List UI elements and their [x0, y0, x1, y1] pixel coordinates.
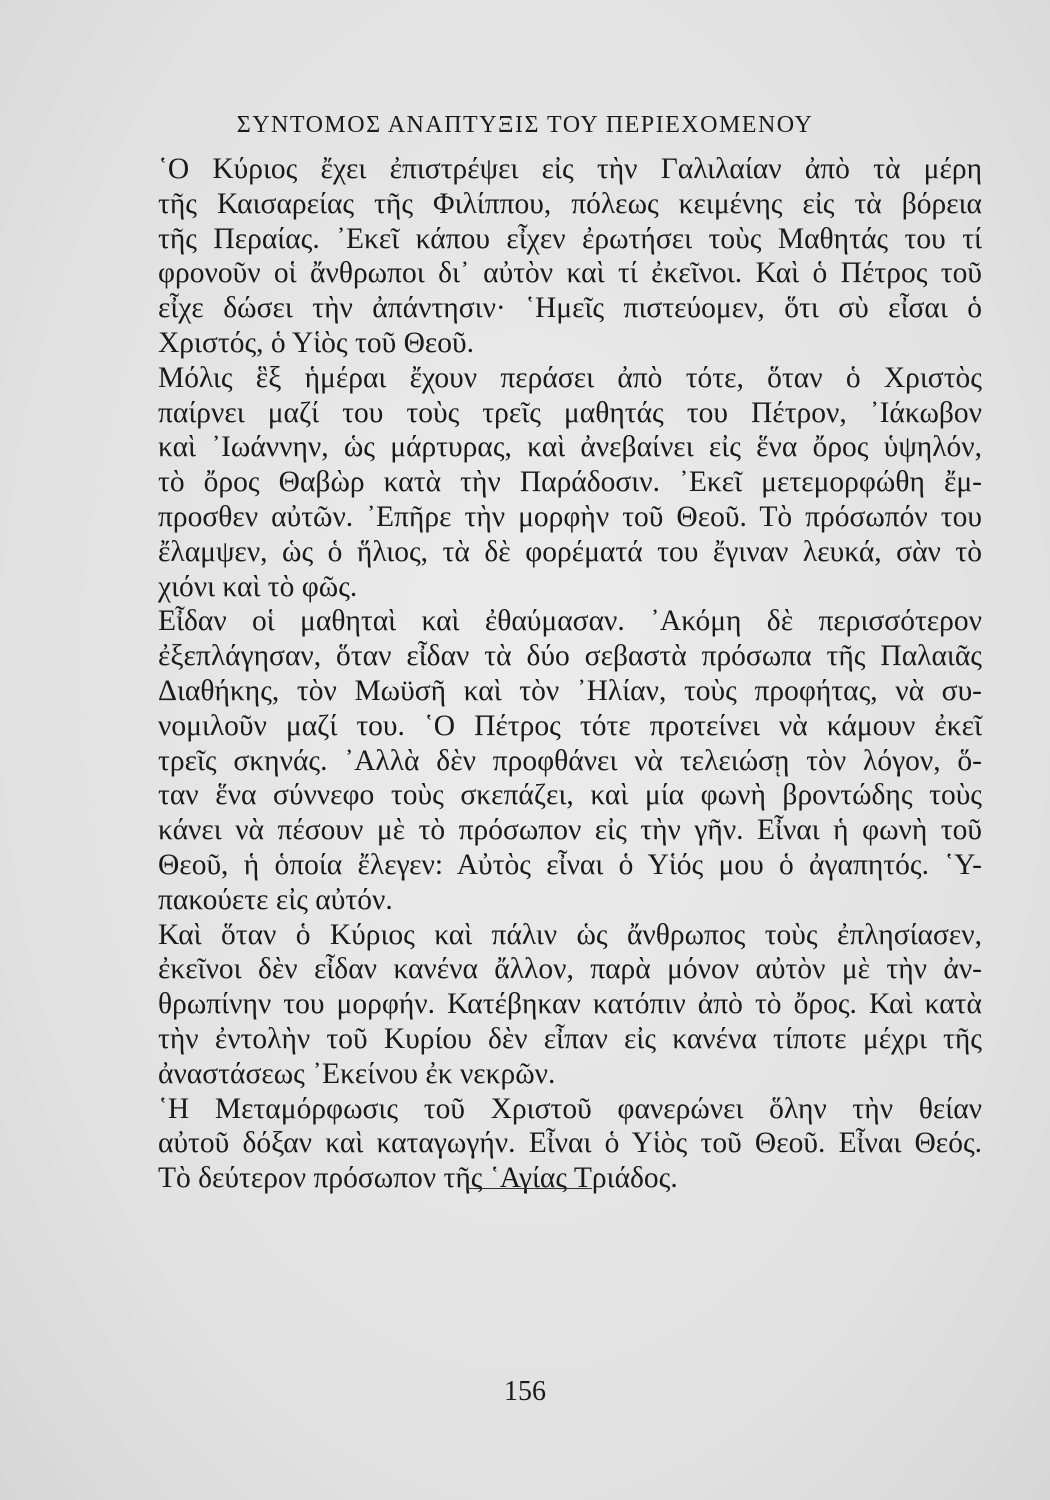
- text-line: Διαθήκης, τὸν Μωϋσῆ καὶ τὸν ᾿Ηλίαν, τοὺς προφήτας, νὰ συ-: [158, 674, 982, 707]
- text-line: Θεοῦ, ἡ ὁποία ἔλεγεν: Αὐτὸς εἶναι ὁ Υἱός μου ὁ ἀγαπητός. ῾Υ-: [158, 848, 982, 881]
- text-line: ἐξεπλάγησαν, ὅταν εἶδαν τὰ δύο σεβαστὰ πρόσωπα τῆς Παλαιᾶς: [158, 640, 982, 673]
- text-line: Χριστός, ὁ Υἱὸς τοῦ Θεοῦ.: [158, 326, 474, 359]
- text-line: Εἶδαν οἱ μαθηταὶ καὶ ἐθαύμασαν. ᾿Ακόμη δὲ περισσότερον: [158, 605, 982, 638]
- text-line: παίρνει μαζί του τοὺς τρεῖς μαθητάς του Πέτρον, ᾿Ιάκωβον: [158, 396, 982, 429]
- text-line: ἔλαμψεν, ὡς ὁ ἥλιος, τὰ δὲ φορέματά του ἔγιναν λευκά, σὰν τὸ: [158, 535, 982, 568]
- body-text: [104, 152, 982, 1196]
- text-line: Τὸ δεύτερον πρόσωπον τῆς ῾Αγίας Τριάδος.: [158, 1162, 678, 1195]
- text-line: καὶ ᾿Ιωάννην, ὡς μάρτυρας, καὶ ἀνεβαίνει εἰς ἕνα ὄρος ὑψηλόν,: [158, 431, 982, 464]
- text-line: ταν ἕνα σύννεφο τοὺς σκεπάζει, καὶ μία φωνὴ βροντώδης τοὺς: [158, 779, 982, 812]
- text-line: φρονοῦν οἱ ἄνθρωποι δι᾿ αὐτὸν καὶ τί ἐκεῖνοι. Καὶ ὁ Πέτρος τοῦ: [158, 257, 982, 290]
- running-header: ΣΥΝΤΟΜΟΣ ΑΝΑΠΤΥΞΙΣ ΤΟΥ ΠΕΡΙΕΧΟΜΕΝΟΥ: [236, 112, 814, 138]
- text-line: τῆς Περαίας. ᾿Εκεῖ κάπου εἶχεν ἐρωτήσει τοὺς Μαθητάς του τί: [158, 222, 982, 255]
- text-line: θρωπίνην του μορφήν. Κατέβηκαν κατόπιν ἀπὸ τὸ ὄρος. Καὶ κατὰ: [158, 988, 982, 1021]
- paragraph-5: [104, 1092, 982, 1196]
- text-line: νομιλοῦν μαζί του. ῾Ο Πέτρος τότε προτείνει νὰ κάμουν ἐκεῖ: [158, 709, 982, 742]
- text-line: προσθεν αὐτῶν. ᾿Επῆρε τὴν μορφὴν τοῦ Θεοῦ. Τὸ πρόσωπόν του: [158, 500, 982, 533]
- section-divider: [466, 1188, 592, 1189]
- text-line: τὴν ἐντολὴν τοῦ Κυρίου δὲν εἶπαν εἰς κανένα τίποτε μέχρι τῆς: [158, 1022, 982, 1055]
- paragraph-4: [104, 918, 982, 1092]
- text-line: πακούετε εἰς αὐτόν.: [158, 883, 393, 916]
- text-line: τῆς Καισαρείας τῆς Φιλίππου, πόλεως κειμένης εἰς τὰ βόρεια: [158, 187, 982, 220]
- text-line: ἐκεῖνοι δὲν εἶδαν κανένα ἄλλον, παρὰ μόνον αὐτὸν μὲ τὴν ἀν-: [158, 953, 982, 986]
- text-line: τρεῖς σκηνάς. ᾿Αλλὰ δὲν προφθάνει νὰ τελειώσῃ τὸν λόγον, ὅ-: [158, 744, 982, 777]
- paragraph-1: [104, 152, 982, 361]
- page-number: 156: [504, 1376, 546, 1407]
- paragraph-3: [104, 604, 982, 917]
- text-line: εἶχε δώσει τὴν ἀπάντησιν· ῾Ημεῖς πιστεύομεν, ὅτι σὺ εἶσαι ὁ: [158, 292, 982, 325]
- text-line: τὸ ὄρος Θαβὼρ κατὰ τὴν Παράδοσιν. ᾿Εκεῖ μετεμορφώθη ἔμ-: [158, 466, 982, 499]
- text-line: αὐτοῦ δόξαν καὶ καταγωγήν. Εἶναι ὁ Υἱὸς τοῦ Θεοῦ. Εἶναι Θεός.: [158, 1127, 982, 1160]
- text-line: κάνει νὰ πέσουν μὲ τὸ πρόσωπον εἰς τὴν γῆν. Εἶναι ἡ φωνὴ τοῦ: [158, 814, 982, 847]
- text-line: ῾Ο Κύριος ἔχει ἐπιστρέψει εἰς τὴν Γαλιλαίαν ἀπὸ τὰ μέρη: [158, 153, 982, 185]
- text-line: ῾Η Μεταμόρφωσις τοῦ Χριστοῦ φανερώνει ὅλην τὴν θείαν: [158, 1092, 982, 1125]
- text-line: Μόλις ἓξ ἡμέραι ἔχουν περάσει ἀπὸ τότε, ὅταν ὁ Χριστὸς: [158, 361, 982, 394]
- paragraph-2: [104, 361, 982, 605]
- text-line: ἀναστάσεως ᾿Εκείνου ἐκ νεκρῶν.: [158, 1057, 556, 1090]
- text-line: χιόνι καὶ τὸ φῶς.: [158, 570, 358, 603]
- text-line: Καὶ ὅταν ὁ Κύριος καὶ πάλιν ὡς ἄνθρωπος τοὺς ἐπλησίασεν,: [158, 918, 982, 951]
